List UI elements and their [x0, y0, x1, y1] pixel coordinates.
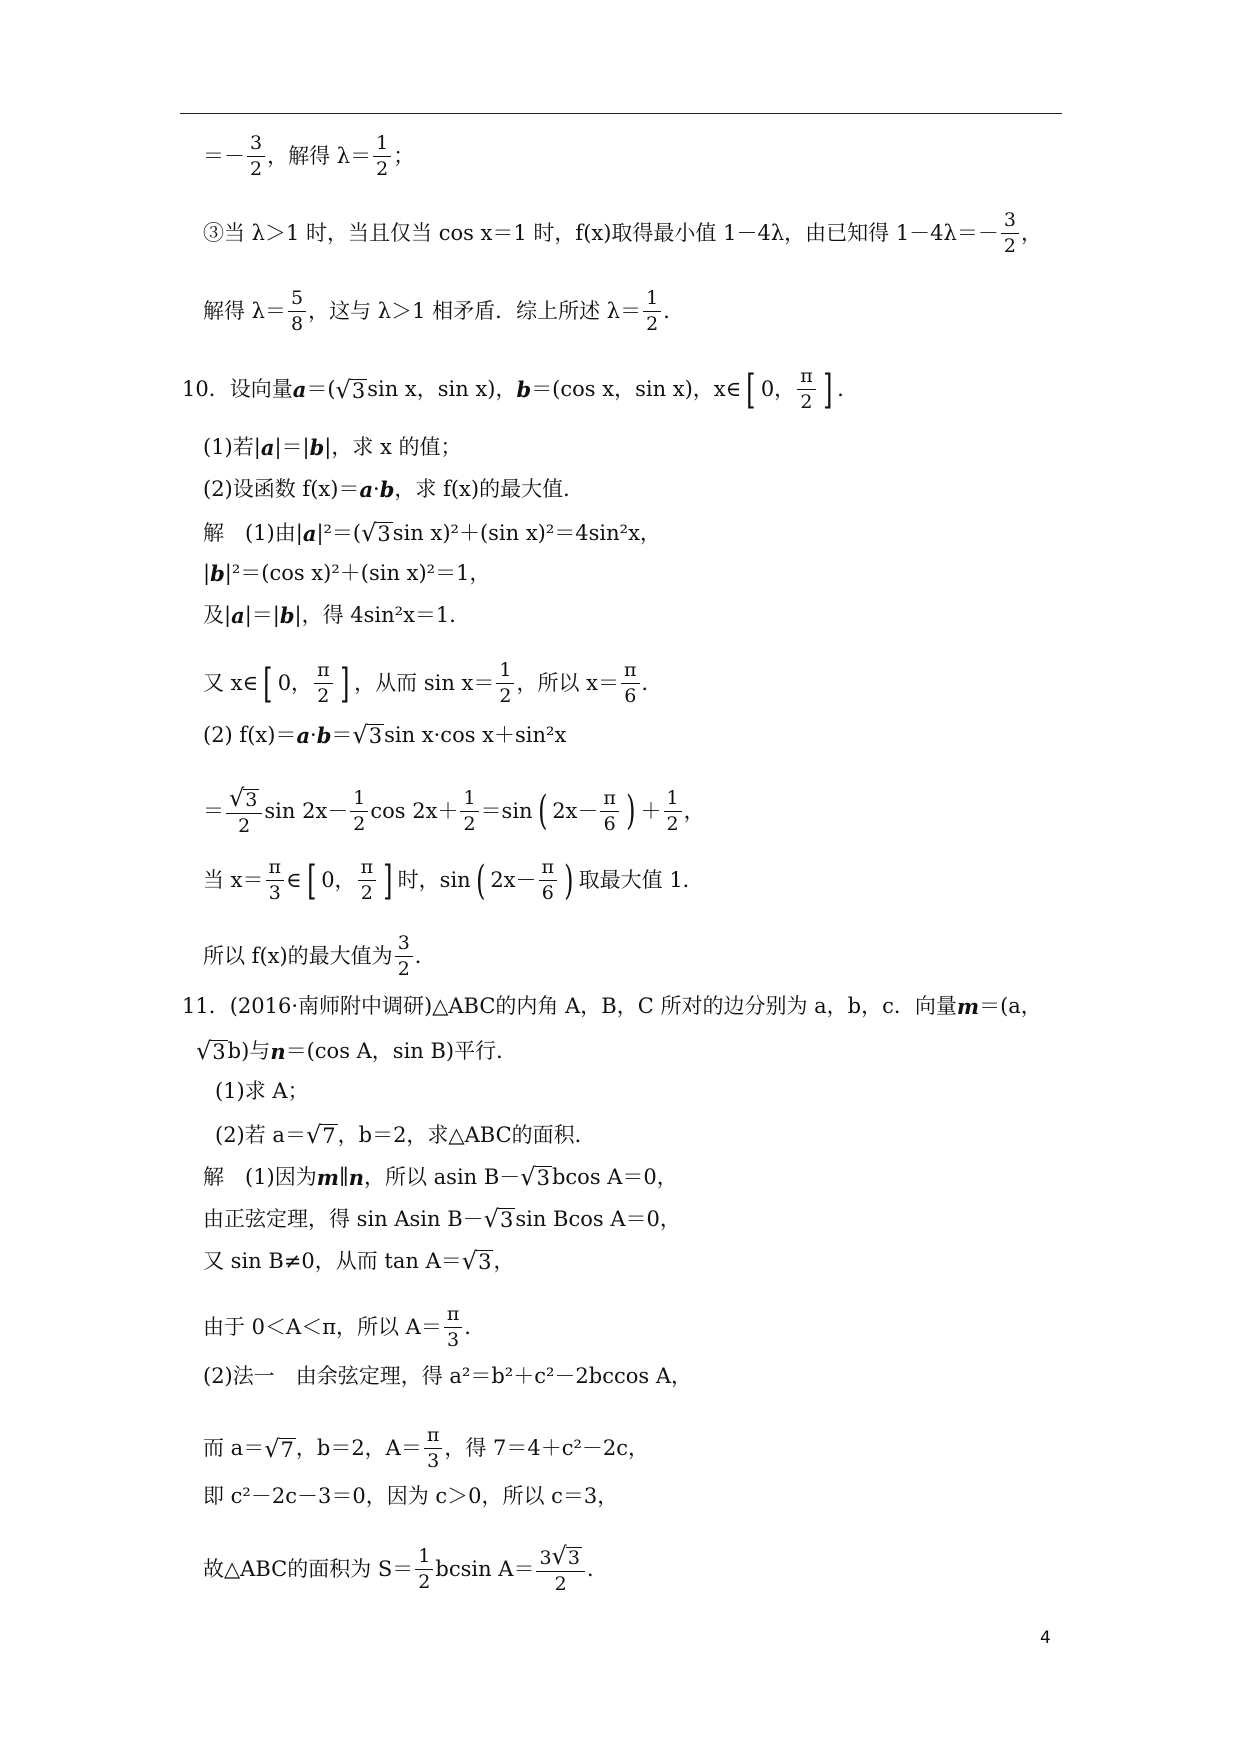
text-line: (1)若| a |＝| b |，求 x 的值； [203, 435, 462, 460]
text-line: 所以 f(x)的最大值为 $\frac{3}{2}$ ． [203, 932, 436, 980]
text-line: 解 (1)因为 m ∥ n ，所以 asin B－ √ 3 bcos A＝0， [203, 1163, 678, 1191]
text-line: 又 sin B≠0，从而 tan A＝ √ 3 ， [203, 1247, 515, 1275]
large-bracket: [ [263, 660, 273, 707]
vector-symbol: b [379, 477, 395, 502]
fraction: $\frac{1}{2}$ [415, 1547, 433, 1592]
square-root: √ 3 [229, 784, 258, 812]
square-root: √ 3 [335, 375, 366, 404]
fraction: $\frac{3}{2}$ [395, 934, 413, 979]
vector-symbol: a [292, 377, 307, 402]
fraction: 3 √ 3 2 [536, 1544, 584, 1594]
large-bracket: [ [306, 857, 317, 904]
vector-symbol: a [260, 435, 275, 460]
text-line: 故△ABC的面积为 S＝ $\frac{1}{2}$ bcsin A＝ 3 √ 3 2 ． [203, 1542, 608, 1595]
fraction: $\frac{\pi}{2}$ [314, 661, 333, 706]
fraction: $\frac{\pi}{3}$ [424, 1426, 443, 1471]
vector-symbol: b [516, 377, 532, 402]
fraction: $\frac{\pi}{2}$ [358, 858, 377, 903]
text-line: (2)法一 由余弦定理，得 a²＝b²＋c²－2bccos A， [203, 1364, 692, 1388]
large-bracket: ] [383, 857, 393, 904]
text-line: (2)设函数 f(x)＝ a · b ，求 f(x)的最大值． [203, 477, 585, 502]
text-line: ＝ √ 3 2 sin 2x－ $\frac{1}{2}$ cos 2x＋ $\frac{1}{2}$ ＝sin ( 2x－ $\frac{\pi}{6}$ ) ＋ $\frac{1}{2}$ ， [203, 784, 705, 837]
vector-symbol: n [348, 1164, 364, 1190]
text-line: 解 (1)由| a |²＝( √ 3 sin x)²＋(sin x)²＝4sin²x， [203, 519, 661, 547]
text-line: 及| a |＝| b |，得 4sin²x＝1． [203, 603, 471, 628]
square-root: √ 3 [361, 519, 391, 547]
fraction: √ 3 2 [226, 786, 262, 836]
text-line: 由正弦定理，得 sin Asin B－ √ 3 sin Bcos A＝0， [203, 1205, 681, 1233]
text-line: 又 x∈ [ 0， $\frac{\pi}{2}$ ] ，从而 sin x＝ $\frac{1}{2}$ ，所以 x＝ $\frac{\pi}{6}$ ． [203, 659, 663, 707]
vector-symbol: b [309, 435, 325, 460]
fraction: $\frac{1}{2}$ [643, 289, 661, 334]
large-bracket: ( [537, 788, 548, 834]
large-bracket: ( [475, 857, 486, 904]
text-line: √ 3 b)与 n ＝(cos A，sin B)平行． [196, 1037, 518, 1065]
text-line: 11．(2016·南师附中调研)△ABC的内角 A，B，C 所对的边分别为 a，b，c．向量 m ＝(a， [182, 994, 1042, 1019]
square-root: √ 3 [196, 1037, 226, 1065]
fraction: $\frac{1}{2}$ [373, 134, 391, 179]
text-line: 由于 0＜A＜π，所以 A＝ $\frac{\pi}{3}$ ． [203, 1303, 486, 1351]
text-line: 10．设向量 a ＝( √ 3 sin x，sin x)， b ＝(cos x，sin x)，x∈ [ 0， $\frac{\pi}{2}$ ] ． [182, 365, 859, 413]
text-line: ③当 λ＞1 时，当且仅当 cos x＝1 时，f(x)取得最小值 1－4λ，由已知得 1－4λ＝－ $\frac{3}{2}$ ， [203, 209, 1042, 257]
text-line: ＝－ $\frac{3}{2}$ ，解得 λ＝ $\frac{1}{2}$ ； [203, 132, 415, 180]
vector-symbol: n [270, 1038, 286, 1064]
square-root: √ 3 [520, 1163, 550, 1191]
fraction: $\frac{3}{2}$ [1001, 211, 1019, 256]
fraction: $\frac{1}{2}$ [350, 789, 368, 834]
text-line: | b |²＝(cos x)²＋(sin x)²＝1， [203, 561, 491, 586]
fraction: $\frac{1}{2}$ [460, 789, 478, 834]
vector-symbol: m [316, 1164, 339, 1190]
text-line: (2) f(x)＝ a · b ＝ √ 3 sin x·cos x＋sin²x [203, 721, 567, 749]
square-root: √ 3 [461, 1247, 492, 1275]
vector-symbol: a [231, 603, 245, 628]
fraction: $\frac{\pi}{6}$ [600, 789, 619, 834]
text-line: 而 a＝ √ 7 ，b＝2，A＝ $\frac{\pi}{3}$ ，得 7＝4＋c²－2c， [203, 1424, 650, 1472]
square-root: √ 7 [305, 1121, 336, 1149]
text-line: 即 c²－2c－3＝0，因为 c＞0，所以 c＝3， [203, 1484, 619, 1508]
text-line: 当 x＝ $\frac{\pi}{3}$ ∈ [ 0， $\frac{\pi}{2}$ ] 时，sin ( 2x－ $\frac{\pi}{6}$ ) 取最大值 1． [203, 856, 704, 904]
vector-symbol: a [359, 477, 374, 502]
large-bracket: ] [822, 366, 833, 413]
square-root: √ 3 [483, 1205, 514, 1233]
fraction: $\frac{\pi}{3}$ [266, 858, 285, 903]
fraction: $\frac{1}{2}$ [664, 789, 682, 834]
vector-symbol: b [279, 603, 295, 628]
fraction: $\frac{1}{2}$ [496, 661, 514, 706]
square-root: √ 3 [551, 1542, 580, 1570]
vector-symbol: a [296, 722, 311, 748]
large-bracket: ] [339, 660, 350, 707]
large-bracket: ) [564, 857, 574, 904]
vector-symbol: a [302, 520, 317, 546]
large-bracket: [ [746, 366, 756, 413]
vector-symbol: b [316, 722, 332, 748]
fraction: $\frac{5}{8}$ [288, 289, 306, 334]
square-root: √ 3 [352, 721, 383, 749]
fraction: $\frac{3}{2}$ [247, 134, 265, 179]
fraction: $\frac{\pi}{2}$ [797, 367, 816, 412]
text-line: 解得 λ＝ $\frac{5}{8}$ ，这与 λ＞1 相矛盾．综上所述 λ＝ $\frac{1}{2}$ ． [203, 287, 685, 335]
vector-symbol: m [956, 994, 980, 1019]
fraction: $\frac{\pi}{6}$ [621, 661, 640, 706]
text-line: (1)求 A； [215, 1079, 309, 1103]
page-number: 4 [1040, 1628, 1051, 1648]
large-bracket: ) [626, 788, 636, 834]
fraction: $\frac{\pi}{3}$ [444, 1305, 463, 1350]
vector-symbol: b [210, 561, 225, 586]
square-root: √ 7 [264, 1434, 294, 1463]
fraction: $\frac{\pi}{6}$ [539, 858, 558, 903]
text-line: (2)若 a＝ √ 7 ，b＝2，求△ABC的面积． [215, 1121, 596, 1149]
header-rule [180, 113, 1062, 114]
